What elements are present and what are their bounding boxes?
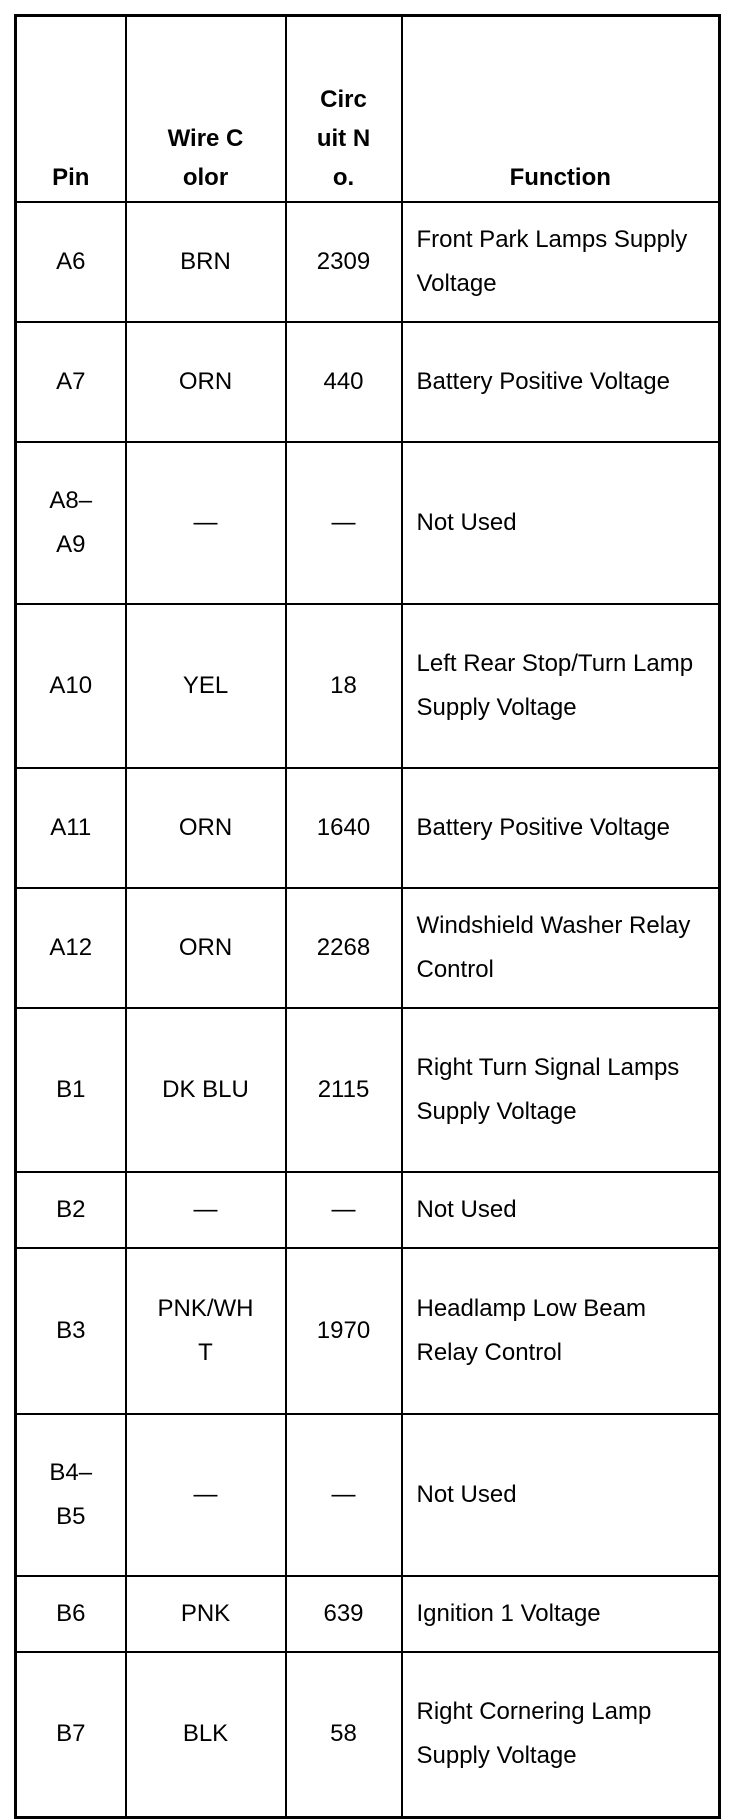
circuit-no-cell: 2268 (286, 888, 402, 1008)
table-row (16, 202, 720, 322)
table-row (16, 322, 720, 442)
pin-cell: B3 (16, 1248, 126, 1414)
circuit-no-cell: — (286, 442, 402, 604)
function-cell: Not Used (402, 1172, 720, 1248)
wire-color-cell: ORN (126, 322, 286, 442)
function-cell: Windshield Washer Relay Control (402, 888, 720, 1008)
table-row (16, 1172, 720, 1248)
wire-color-cell: ORN (126, 768, 286, 888)
table-row (16, 442, 720, 604)
header-pin-label: Pin (52, 163, 90, 191)
pin-cell: B2 (16, 1172, 126, 1248)
function-cell: Battery Positive Voltage (402, 322, 720, 442)
function-cell: Not Used (402, 442, 720, 604)
header-wire-color-label: Wire Color (167, 124, 244, 191)
circuit-no-cell: 18 (286, 604, 402, 768)
circuit-no-cell: — (286, 1414, 402, 1576)
circuit-no-cell: — (286, 1172, 402, 1248)
function-cell: Battery Positive Voltage (402, 768, 720, 888)
circuit-no-cell: 1970 (286, 1248, 402, 1414)
circuit-no-cell: 440 (286, 322, 402, 442)
wire-color-cell: PNK (126, 1576, 286, 1652)
table-row (16, 768, 720, 888)
pin-cell-text: B4–B5 (49, 1458, 93, 1530)
pin-cell: A7 (16, 322, 126, 442)
pin-cell (16, 1414, 126, 1576)
header-circuit-no (286, 16, 402, 202)
wire-color-cell: BRN (126, 202, 286, 322)
wire-color-cell: — (126, 1414, 286, 1576)
circuit-no-cell: 2115 (286, 1008, 402, 1172)
table-row (16, 1248, 720, 1414)
function-cell: Right Turn Signal Lamps Supply Voltage (402, 1008, 720, 1172)
circuit-no-cell: 2309 (286, 202, 402, 322)
pin-cell (16, 442, 126, 604)
function-cell: Left Rear Stop/Turn Lamp Supply Voltage (402, 604, 720, 768)
table-row (16, 888, 720, 1008)
table-row (16, 1576, 720, 1652)
pin-cell: A6 (16, 202, 126, 322)
header-circuit-no-label: Circuit No. (316, 85, 371, 191)
table-row (16, 1414, 720, 1576)
function-cell: Ignition 1 Voltage (402, 1576, 720, 1652)
header-wire-color (126, 16, 286, 202)
pin-cell: A12 (16, 888, 126, 1008)
wire-color-cell: BLK (126, 1652, 286, 1818)
wire-color-cell: YEL (126, 604, 286, 768)
circuit-no-cell: 58 (286, 1652, 402, 1818)
pin-cell-text: A8–A9 (49, 486, 93, 558)
header-row (16, 16, 720, 202)
pin-cell: A10 (16, 604, 126, 768)
wire-color-cell: ORN (126, 888, 286, 1008)
wire-color-cell: — (126, 442, 286, 604)
table-row (16, 1008, 720, 1172)
function-cell: Front Park Lamps Supply Voltage (402, 202, 720, 322)
header-function-label: Function (509, 163, 611, 191)
circuit-no-cell: 1640 (286, 768, 402, 888)
function-cell: Right Cornering Lamp Supply Voltage (402, 1652, 720, 1818)
function-cell: Not Used (402, 1414, 720, 1576)
function-cell: Headlamp Low Beam Relay Control (402, 1248, 720, 1414)
pin-cell: B6 (16, 1576, 126, 1652)
pin-table (14, 14, 721, 1819)
pin-cell: B7 (16, 1652, 126, 1818)
wire-color-cell: DK BLU (126, 1008, 286, 1172)
pin-cell: A11 (16, 768, 126, 888)
wire-color-cell (126, 1248, 286, 1414)
wire-color-cell: — (126, 1172, 286, 1248)
header-pin (16, 16, 126, 202)
wire-color-cell-text: PNK/WHT (157, 1294, 254, 1366)
table-row (16, 1652, 720, 1818)
circuit-no-cell: 639 (286, 1576, 402, 1652)
header-function (402, 16, 720, 202)
table-row (16, 604, 720, 768)
pin-cell: B1 (16, 1008, 126, 1172)
